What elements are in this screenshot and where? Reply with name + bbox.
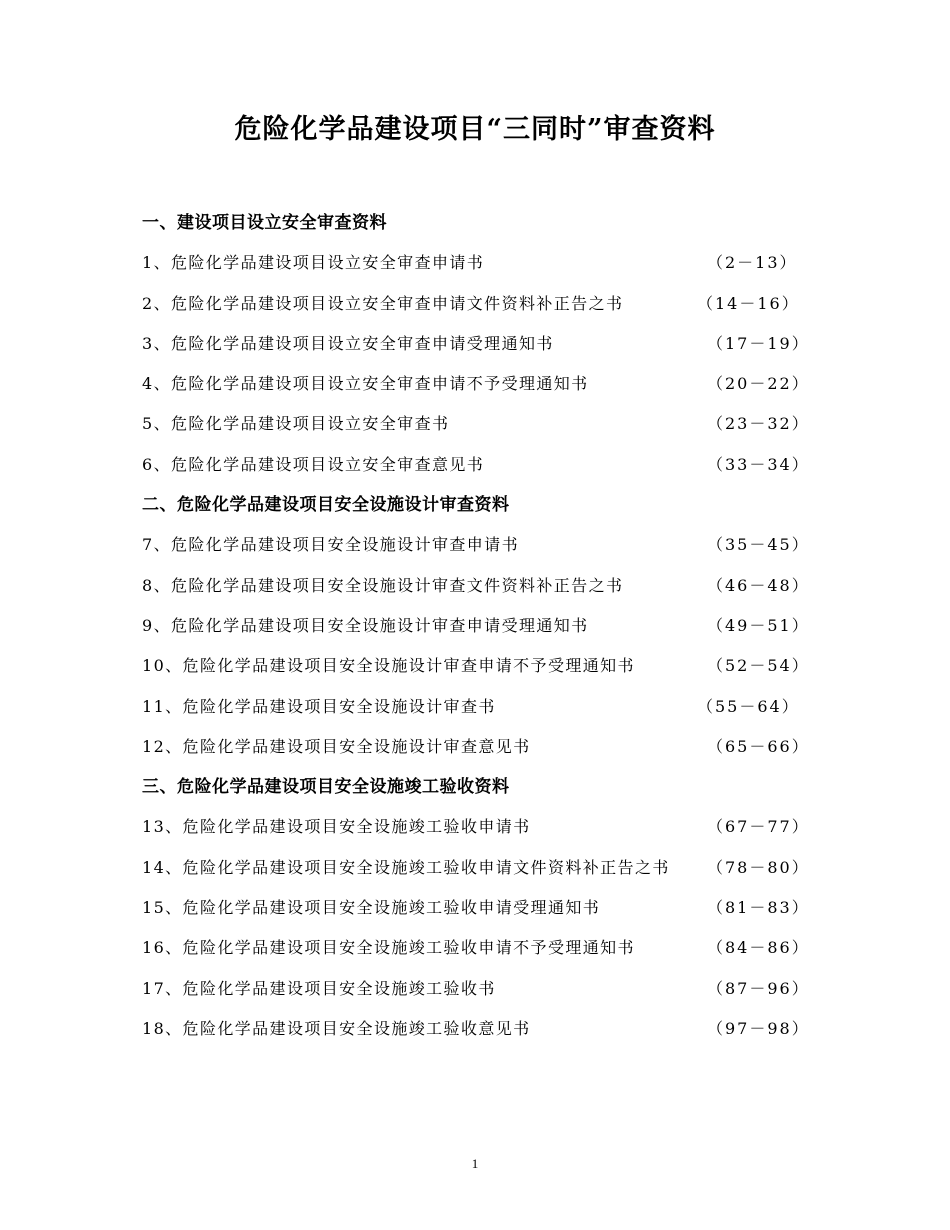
toc-entry-pages: （46－48） xyxy=(707,575,810,595)
toc-entry-pages: （84－86） xyxy=(707,938,810,958)
toc-entry-title: 6、危险化学品建设项目设立安全审查意见书 xyxy=(142,454,485,474)
section-heading: 二、危险化学品建设项目安全设施设计审查资料 xyxy=(142,495,510,516)
toc-entry-title: 11、危险化学品建设项目安全设施设计审查书 xyxy=(142,696,496,716)
page-number: 1 xyxy=(471,1156,479,1171)
toc-entry-title: 1、危险化学品建设项目设立安全审查申请书 xyxy=(142,253,485,273)
toc-entry-pages: （14－16） xyxy=(697,293,800,313)
toc-entry-pages: （97－98） xyxy=(707,1018,810,1038)
toc-entry-title: 7、危险化学品建设项目安全设施设计审查申请书 xyxy=(142,535,519,555)
toc-entry-title: 13、危险化学品建设项目安全设施竣工验收申请书 xyxy=(142,817,531,837)
toc-entry xyxy=(142,243,802,283)
toc-entry-pages: （81－83） xyxy=(707,898,810,918)
toc-entry-title: 16、危险化学品建设项目安全设施竣工验收申请不予受理通知书 xyxy=(142,938,635,958)
toc-entry-title: 9、危险化学品建设项目安全设施设计审查申请受理通知书 xyxy=(142,615,589,635)
toc-entry xyxy=(142,687,802,727)
toc-entry xyxy=(142,727,810,767)
toc-entry-pages: （17－19） xyxy=(707,333,810,353)
toc-entry-title: 8、危险化学品建设项目安全设施设计审查文件资料补正告之书 xyxy=(142,575,624,595)
toc-entry-pages: （65－66） xyxy=(707,736,810,756)
toc-entry xyxy=(142,404,810,444)
page-title: 危险化学品建设项目“三同时”审查资料 xyxy=(234,114,716,145)
toc-entry-pages: （67－77） xyxy=(707,817,810,837)
section-heading: 一、建设项目设立安全审查资料 xyxy=(142,213,387,233)
toc-entry-pages: （49－51） xyxy=(707,615,810,635)
toc-entry-pages: （20－22） xyxy=(707,374,810,394)
toc-entry-title: 18、危险化学品建设项目安全设施竣工验收意见书 xyxy=(142,1018,531,1038)
toc-entry xyxy=(142,646,810,686)
toc-entry xyxy=(142,525,810,565)
toc-entry-pages: （35－45） xyxy=(707,535,810,555)
toc-entry-pages: （87－96） xyxy=(707,978,810,998)
toc-entry-pages: （2－13） xyxy=(707,253,798,273)
toc-entry xyxy=(142,928,810,968)
toc-entry xyxy=(142,364,810,404)
toc-entry-pages: （33－34） xyxy=(707,454,810,474)
table-of-contents xyxy=(142,203,810,1049)
section-heading: 三、危险化学品建设项目安全设施竣工验收资料 xyxy=(142,777,510,798)
toc-entry-title: 10、危险化学品建设项目安全设施设计审查申请不予受理通知书 xyxy=(142,656,635,676)
toc-entry-title: 5、危险化学品建设项目设立安全审查书 xyxy=(142,414,450,434)
toc-entry xyxy=(142,807,810,847)
toc-entry-title: 12、危险化学品建设项目安全设施设计审查意见书 xyxy=(142,736,531,756)
toc-entry-pages: （78－80） xyxy=(707,857,810,877)
toc-entry xyxy=(142,284,802,324)
toc-entry-title: 17、危险化学品建设项目安全设施竣工验收书 xyxy=(142,978,496,998)
toc-entry-title: 2、危险化学品建设项目设立安全审查申请文件资料补正告之书 xyxy=(142,293,624,313)
toc-entry xyxy=(142,888,810,928)
toc-entry-pages: （55－64） xyxy=(697,696,800,716)
toc-entry xyxy=(142,969,810,1009)
toc-entry-title: 4、危险化学品建设项目设立安全审查申请不予受理通知书 xyxy=(142,374,589,394)
toc-entry-title: 3、危险化学品建设项目设立安全审查申请受理通知书 xyxy=(142,333,554,353)
toc-entry xyxy=(142,324,810,364)
toc-entry-pages: （23－32） xyxy=(707,414,810,434)
toc-entry-title: 14、危险化学品建设项目安全设施竣工验收申请文件资料补正告之书 xyxy=(142,857,670,877)
toc-entry xyxy=(142,566,810,606)
toc-entry xyxy=(142,1009,810,1049)
toc-entry xyxy=(142,848,810,888)
toc-entry-title: 15、危险化学品建设项目安全设施竣工验收申请受理通知书 xyxy=(142,898,601,918)
toc-entry-pages: （52－54） xyxy=(707,656,810,676)
toc-entry xyxy=(142,445,810,485)
toc-entry xyxy=(142,606,810,646)
